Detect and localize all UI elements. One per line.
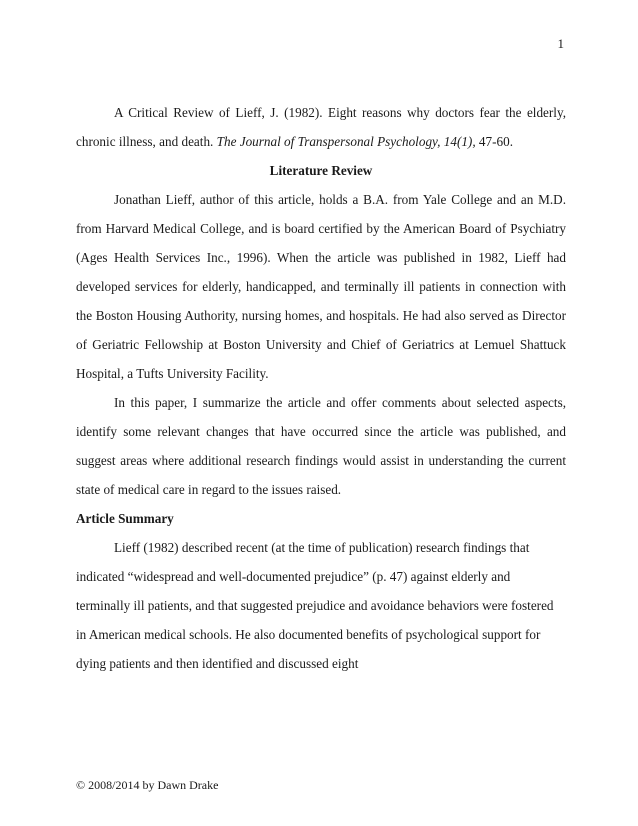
literature-review-paragraph: Jonathan Lieff, author of this article, holds a B.A. from Yale College and an M.D. from Harvard Medical College, and is board certified by the American Board of Psychiatry (Ages Health Services Inc., 1996). When the article was published in 1982, Lieff had developed services for elderly, handicapped, and terminally ill patients in connection with the Boston Housing Authority, nursing homes, and hospitals. He had also served as Director of Geriatric Fellowship at Boston University and Chief of Geriatrics at Lemuel Shattuck Hospital, a Tufts University Facility. [76,192,566,381]
citation-text: A Critical Review of Lieff, J. (1982). Eight reasons why doctors fear the elderly, chronic illness, and death. [76,105,566,149]
citation [76,98,566,156]
literature-review-heading: Literature Review [269,163,373,178]
article-summary-paragraph: Lieff (1982) described recent (at the time of publication) research findings that indicated “widespread and well-documented prejudice” (p. 47) against elderly and terminally ill patients, and that suggested prejudice and avoidance behaviors were fostered in American medical schools. He also documented benefits of psychological support for dying patients and then identified and discussed eight [76,540,554,671]
citation-pages: 47-60. [475,134,513,149]
copyright-footer: © 2008/2014 by Dawn Drake [76,778,219,792]
document-body [76,98,566,678]
article-summary-heading: Article Summary [76,511,174,526]
citation-journal: The Journal of Transpersonal Psychology, 14(1), [216,134,476,149]
literature-review-paragraph: In this paper, I summarize the article and offer comments about selected aspects, identify some relevant changes that have occurred since the article was published, and suggest areas where additional research findings would assist in understanding the current state of medical care in regard to the issues raised. [76,395,566,497]
page-number: 1 [557,36,564,51]
